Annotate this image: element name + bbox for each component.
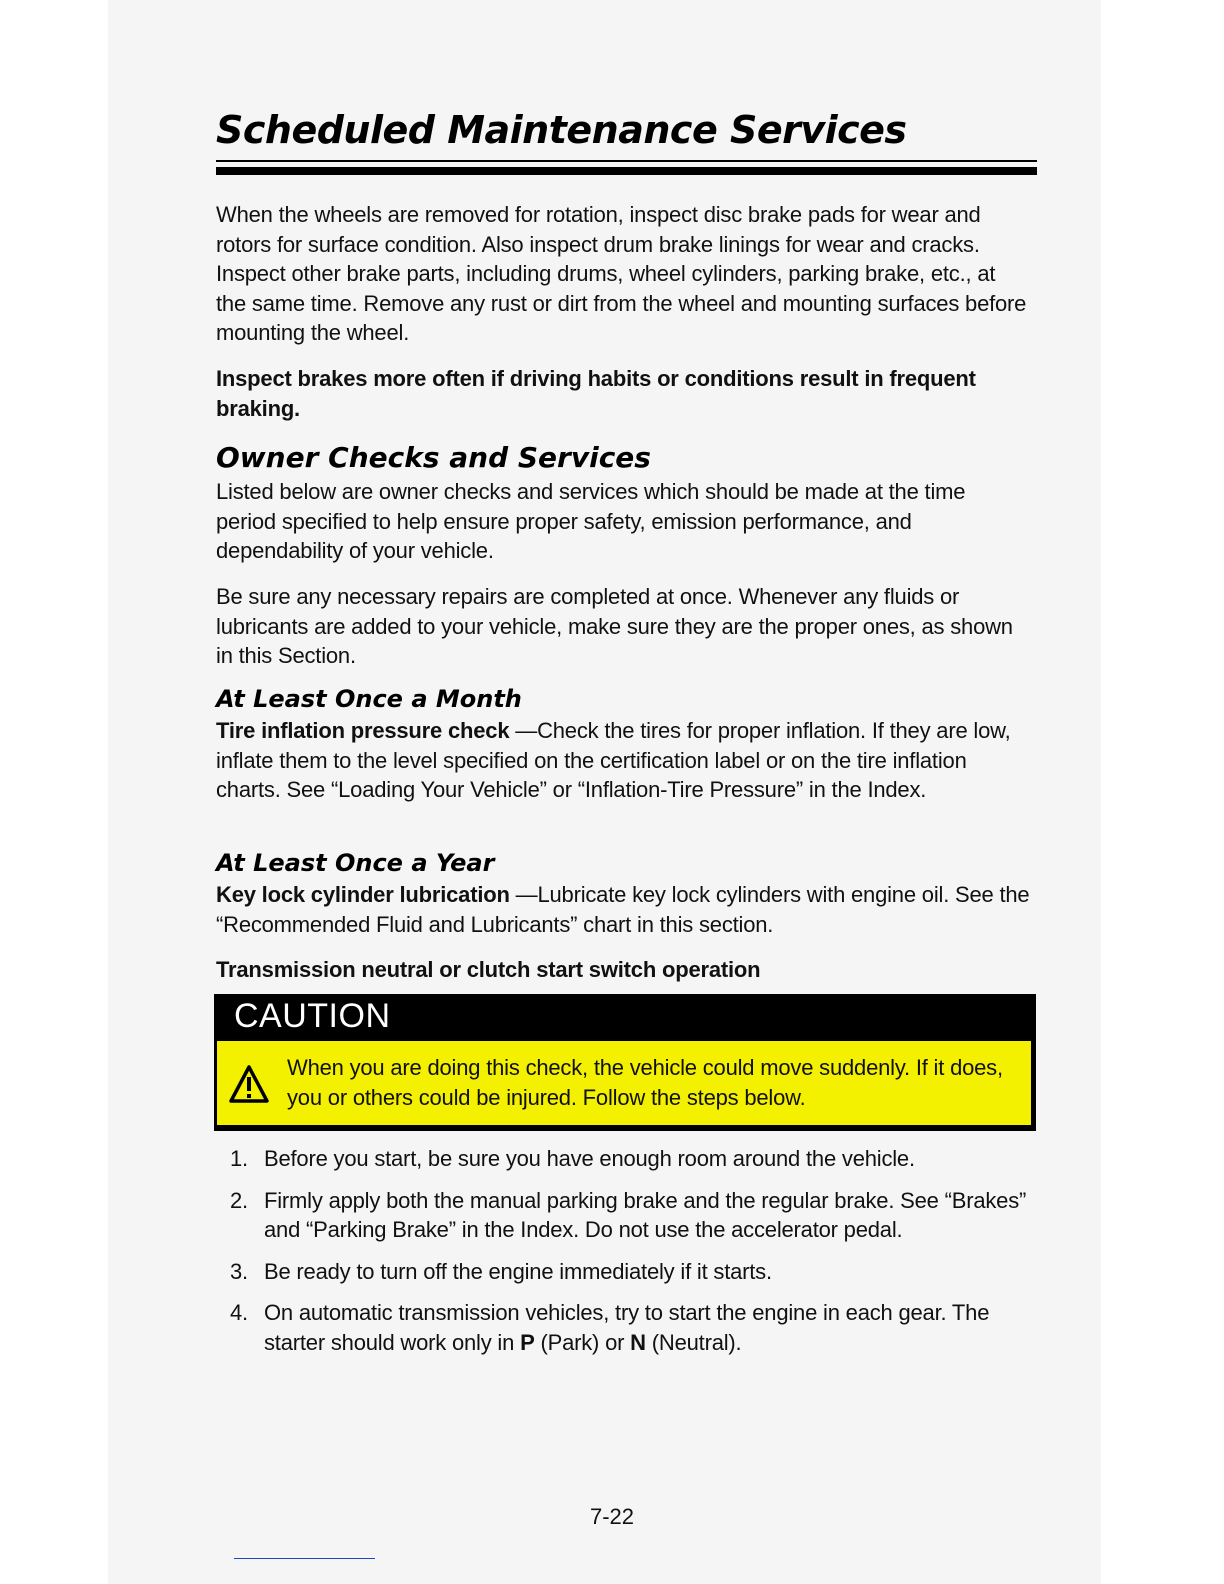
caution-body bbox=[217, 1041, 1031, 1125]
step-number: 1. bbox=[230, 1146, 248, 1171]
intro-paragraph: When the wheels are removed for rotation, inspect disc brake pads for wear and rotors for surface condition. Also inspect drum brake linings for wear and cracks. Inspect other brake parts, including drums, wheel cylinders, parking brake, etc., at the same time. Remove any rust or dirt from the wheel and mounting surfaces before mounting the wheel. bbox=[216, 202, 1027, 346]
caution-text: When you are doing this check, the vehicle could move suddenly. If it does, you or others could be injured. Follow the steps below. bbox=[287, 1055, 1003, 1110]
corner-link-underline bbox=[234, 1558, 375, 1559]
yearly-heading: At Least Once a Year bbox=[216, 849, 495, 877]
page-number: 7-22 bbox=[589, 1504, 635, 1529]
steps-list bbox=[230, 1144, 1030, 1370]
transmission-switch-title: Transmission neutral or clutch start switch operation bbox=[216, 957, 761, 982]
caution-label: CAUTION bbox=[234, 997, 391, 1035]
title-rule-thin bbox=[216, 160, 1037, 162]
key-lock-text: —Lubricate key lock cylinders with engine oil. See the “Recommended Fluid and Lubricants” chart in this section. bbox=[216, 882, 1030, 937]
caution-box bbox=[214, 994, 1036, 1131]
step-text: Firmly apply both the manual parking brake and the regular brake. See “Brakes” and “Parking Brake” in the Index. Do not use the accelerator pedal. bbox=[264, 1187, 1027, 1243]
tire-inflation-title: Tire inflation pressure check bbox=[216, 718, 510, 743]
step-item bbox=[230, 1144, 1030, 1174]
warning-triangle-icon bbox=[229, 1064, 269, 1104]
step-text: (Park) or bbox=[534, 1329, 631, 1355]
key-lock-title: Key lock cylinder lubrication bbox=[216, 882, 510, 907]
step-number: 3. bbox=[230, 1258, 248, 1284]
step-number: 4. bbox=[230, 1300, 248, 1326]
step-text: Be ready to turn off the engine immediately if it starts. bbox=[264, 1258, 772, 1284]
step-item bbox=[230, 1257, 1030, 1287]
step-text: (Neutral). bbox=[645, 1329, 742, 1355]
owner-checks-paragraph-2: Be sure any necessary repairs are completed at once. Whenever any fluids or lubricants are added to your vehicle, make sure they are the proper ones, as shown in this Section. bbox=[216, 584, 1013, 669]
park-letter: P bbox=[520, 1329, 535, 1355]
owner-checks-heading: Owner Checks and Services bbox=[216, 441, 651, 474]
key-lock-item bbox=[216, 880, 1031, 939]
tire-inflation-item bbox=[216, 716, 1031, 805]
title-rule-thick bbox=[216, 167, 1037, 175]
owner-checks-paragraph-1: Listed below are owner checks and services which should be made at the time period specified to help ensure proper safety, emission performance, and dependability of your vehicle. bbox=[216, 479, 966, 564]
step-text: On automatic transmission vehicles, try to start the engine in each gear. The starter should work only in bbox=[264, 1300, 990, 1355]
neutral-letter: N bbox=[630, 1329, 646, 1355]
step-item bbox=[230, 1298, 1030, 1357]
brake-note: Inspect brakes more often if driving habits or conditions result in frequent braking. bbox=[216, 366, 976, 421]
step-text: Before you start, be sure you have enough room around the vehicle. bbox=[264, 1146, 915, 1171]
step-item bbox=[230, 1186, 1030, 1245]
tire-inflation-text: —Check the tires for proper inflation. If they are low, inflate them to the level specified on the certification label or on the tire inflation charts. See “Loading Your Vehicle” or “Inflation-Tire Pressure” in the Index. bbox=[216, 718, 1011, 803]
page-title: Scheduled Maintenance Services bbox=[216, 108, 907, 152]
step-number: 2. bbox=[230, 1187, 248, 1213]
monthly-heading: At Least Once a Month bbox=[216, 685, 522, 713]
